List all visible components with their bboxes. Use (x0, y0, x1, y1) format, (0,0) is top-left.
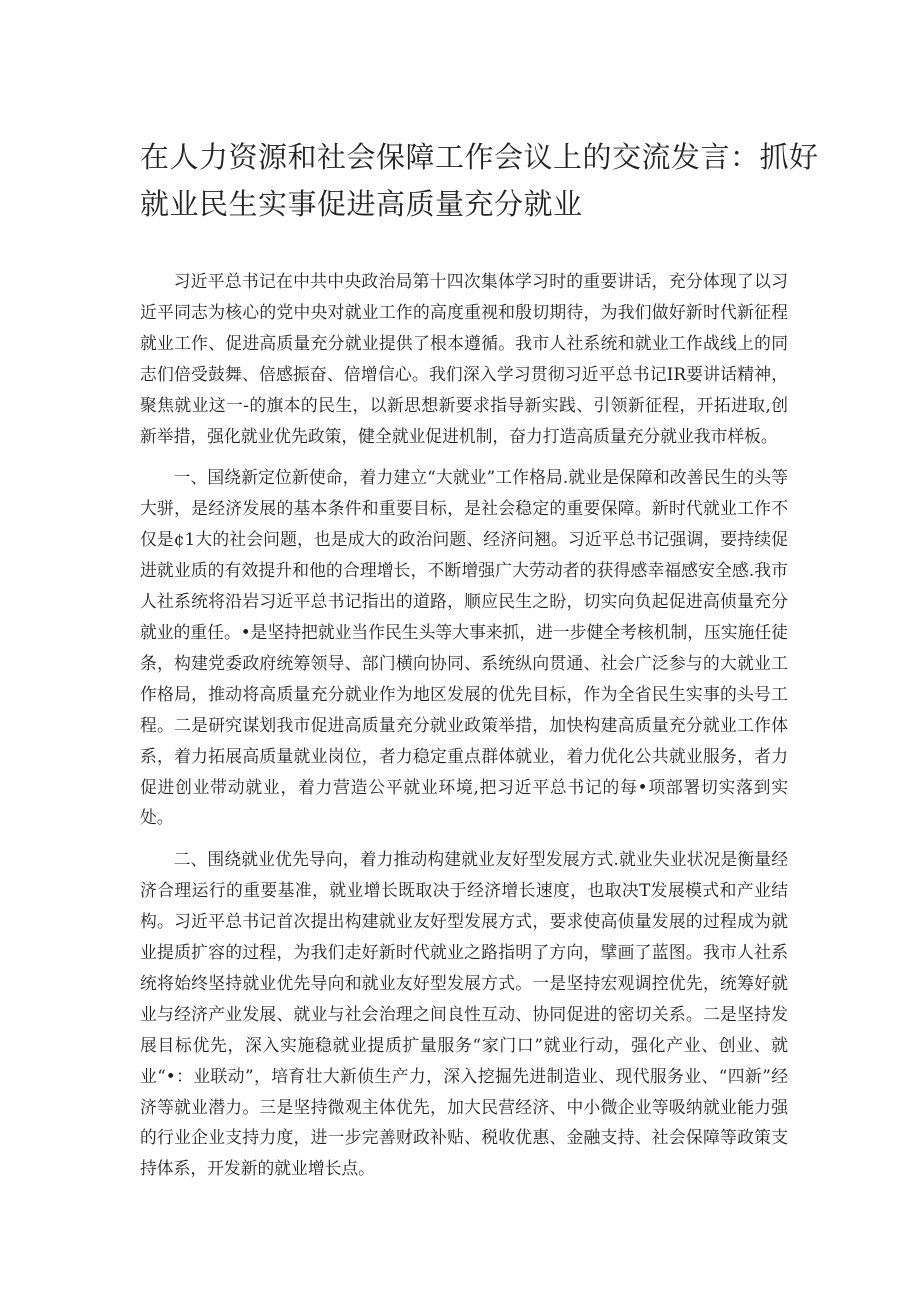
document-body (140, 266, 788, 1184)
title-line-1: 在人力资源和社会保障工作会议上的交流发言：抓好 (140, 140, 819, 174)
document-title (140, 134, 819, 228)
title-line-2: 就业民生实事促进高质量充分就业 (140, 187, 583, 221)
paragraph-section-2: 二、围绕就业优先导向，着力推动构建就业友好型发展方式.就业失业状况是衡量经济合理运行的重要基准，就业增长既取决于经济增长速度，也取决T发展模式和产业结构。习近平总书记首次提出构建就业友好型发展方式，要求使高侦量发展的过程成为就业提质扩容的过程，为我们走好新时代就业之路指明了方向，擘画了蓝图。我市人社系统将始终坚持就业优先导向和就业友好型发展方式。一是坚持宏观调控优先，统筹好就业与经济产业发展、就业与社会治理之间良性互动、协同促进的密切关系。二是坚持发展目标优先，深入实施稳就业提质扩量服务“家门口”就业行动，强化产业、创业、就业“•：业联动”，培育壮大新侦生产力，深入挖掘先进制造业、现代服务业、“四新”经济等就业潜力。三是坚持微观主体优先，加大民营经济、中小微企业等吸纳就业能力强的行业企业支持力度，进一步完善财政补贴、税收优惠、金融支持、社会保障等政策支持体系，开发新的就业增长点。 (140, 849, 788, 1179)
paragraph-intro: 习近平总书记在中共中央政治局第十四次集体学习时的重要讲话，充分体现了以习近平同志为核心的党中央对就业工作的高度重视和殷切期待，为我们做好新时代新征程就业工作、促进高质量充分就业提供了根本遵循。我市人社系统和就业工作战线上的同志们倍受鼓舞、倍感振奋、倍增信心。我们深入学习贯彻习近平总书记IR要讲话精神，聚焦就业这一-的旗本的民生，以新思想新要求指导新实践、引领新征程，开拓进取,创新举措，强化就业优先政策，健全就业促进机制，奋力打造高质量充分就业我市样板。 (140, 271, 788, 446)
paragraph-section-1: 一、国绕新定位新使命，着力建立“大就业”工作格局.就业是保障和改善民生的头等大骈，是经济发展的基本条件和重要目标，是社会稳定的重要保障。新时代就业工作不仅是¢1大的社会问题，也是成大的政治问题、经济问翘。习近平总书记强调，要持续促进就业质的有效提升和他的合理增长，不断增强广大劳动者的获得感幸福感安全感.我市人社系统将沿岩习近平总书记指出的道路，顺应民生之盼，切实向负起促进高侦量充分就业的重任。•是坚持把就业当作民生头等大事来抓，进一步健全考核机制，压实施任徒条，构建党委政府统筹领导、部门横向协同、系统纵向贯通、社会广泛参与的大就业工作格局，推动将高质量充分就业作为地区发展的优先目标，作为全省民生实事的头号工程。二是研究谋划我市促进高质量充分就业政策举措，加快构建高质量充分就业工作体系，着力拓展高质量就业岗位，者力稳定重点群体就业，着力优化公共就业服务，者力促进创业带动就业，着力营造公平就业环境,把习近平总书记的每•项部署切实落到实处。 (140, 467, 788, 828)
